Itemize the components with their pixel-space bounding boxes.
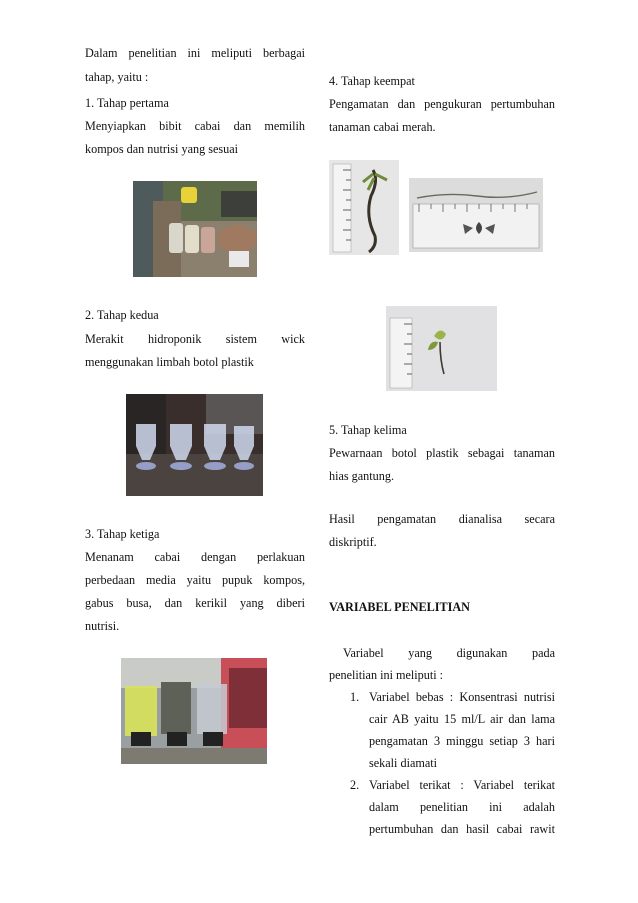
step1-line-1: Menyiapkan bibit cabai dan memilih	[85, 119, 305, 133]
list-item-1-line-2: cair AB yaitu 15 ml/L air dan lama	[369, 712, 555, 726]
step1-title: 1. Tahap pertama	[85, 96, 169, 110]
step3-line-1: Menanam cabai dengan perlakuan	[85, 550, 305, 564]
list-item-1-number: 1.	[350, 690, 360, 704]
list-item-1-line-3: pengamatan 3 minggu setiap 3 hari	[369, 734, 555, 748]
result-line-2: diskriptif.	[329, 535, 377, 549]
intro-line-2: tahap, yaitu :	[85, 70, 149, 84]
list-item-2-line-3: pertumbuhan dan hasil cabai rawit	[369, 822, 555, 836]
list-item-2-number: 2.	[350, 778, 360, 792]
step5-title: 5. Tahap kelima	[329, 423, 407, 437]
list-item-1-line-4: sekali diamati	[369, 756, 438, 770]
photo-wick-hydroponic	[126, 394, 263, 496]
variable-intro-line-2: penelitian ini meliputi :	[329, 668, 444, 682]
intro-line-1: Dalam penelitian ini meliputi berbagai	[85, 46, 305, 60]
photo-seedling-preparation	[133, 181, 257, 277]
step1-line-2: kompos dan nutrisi yang sesuai	[85, 142, 239, 156]
list-item-2-line-1: Variabel terikat : Variabel terikat	[369, 778, 555, 792]
step3-title: 3. Tahap ketiga	[85, 527, 160, 541]
step3-line-2: perbedaan media yaitu pupuk kompos,	[85, 573, 305, 587]
result-line-1: Hasil pengamatan dianalisa secara	[329, 512, 555, 526]
step2-line-2: menggunakan limbah botol plastik	[85, 355, 254, 369]
step3-line-4: nutrisi.	[85, 619, 120, 633]
list-item-2-line-2: dalam penelitian ini adalah	[369, 800, 555, 814]
step4-title: 4. Tahap keempat	[329, 74, 415, 88]
photo-measurement-horizontal	[409, 178, 543, 252]
step4-line-1: Pengamatan dan pengukuran pertumbuhan	[329, 97, 555, 111]
step5-line-2: hias gantung.	[329, 469, 394, 483]
photo-measurement-sprout	[386, 306, 497, 391]
section-heading: VARIABEL PENELITIAN	[329, 600, 470, 614]
photo-measurement-vertical	[329, 160, 399, 255]
list-item-1-line-1: Variabel bebas : Konsentrasi nutrisi	[369, 690, 555, 704]
step2-title: 2. Tahap kedua	[85, 308, 159, 322]
step4-line-2: tanaman cabai merah.	[329, 120, 436, 134]
step2-line-1: Merakit hidroponik sistem wick	[85, 332, 305, 346]
step3-line-3: gabus busa, dan kerikil yang diberi	[85, 596, 305, 610]
step5-line-1: Pewarnaan botol plastik sebagai tanaman	[329, 446, 555, 460]
photo-planting-media	[121, 658, 267, 764]
variable-intro-line-1: Variabel yang digunakan pada	[343, 646, 555, 660]
